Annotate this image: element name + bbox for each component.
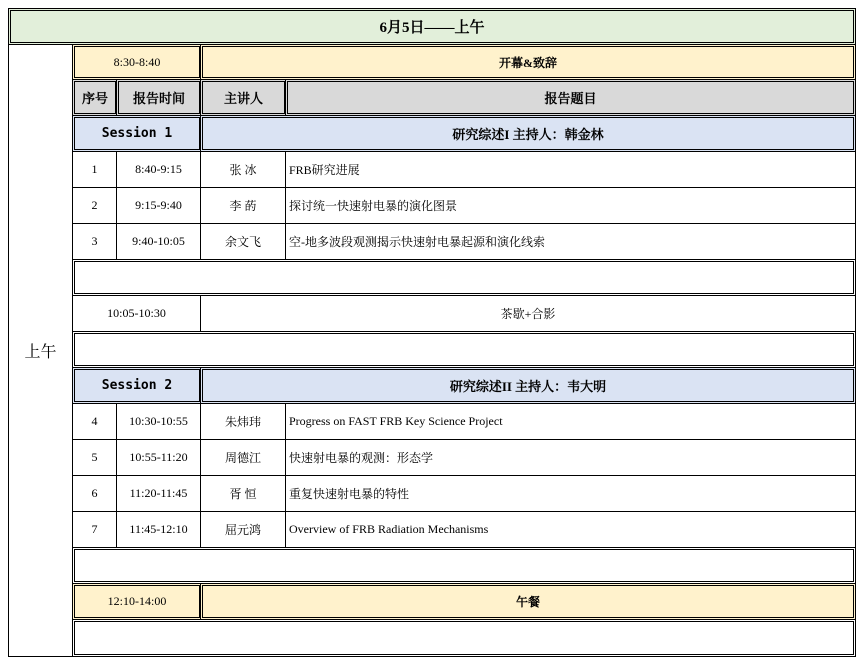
talk-speaker: 周德江 — [200, 439, 286, 476]
break-time: 10:05-10:30 — [72, 295, 201, 332]
spacer-row — [72, 259, 856, 296]
header-no: 序号 — [72, 79, 118, 116]
talk-time: 8:40-9:15 — [116, 151, 201, 188]
session-1-title: 研究综述I 主持人：韩金林 — [200, 115, 856, 152]
spacer-row — [72, 619, 856, 657]
talk-topic: Progress on FAST FRB Key Science Project — [285, 403, 856, 440]
talk-time: 11:45-12:10 — [116, 511, 201, 548]
talk-speaker: 李 菂 — [200, 187, 286, 224]
talk-topic: 重复快速射电暴的特性 — [285, 475, 856, 512]
talk-time: 11:20-11:45 — [116, 475, 201, 512]
lunch-label: 午餐 — [200, 583, 856, 620]
talk-time: 9:15-9:40 — [116, 187, 201, 224]
break-label: 茶歇+合影 — [200, 295, 856, 332]
opening-time: 8:30-8:40 — [72, 44, 202, 80]
header-speaker: 主讲人 — [200, 79, 287, 116]
talk-topic: 空-地多波段观测揭示快速射电暴起源和演化线索 — [285, 223, 856, 260]
opening-label: 开幕&致辞 — [200, 44, 856, 80]
period-label: 上午 — [8, 44, 73, 657]
talk-speaker: 胥 恒 — [200, 475, 286, 512]
session-2-name: Session 2 — [72, 367, 202, 404]
talk-topic: 探讨统一快速射电暴的演化图景 — [285, 187, 856, 224]
talk-topic: 快速射电暴的观测：形态学 — [285, 439, 856, 476]
session-2-title: 研究综述II 主持人：韦大明 — [200, 367, 856, 404]
talk-topic: FRB研究进展 — [285, 151, 856, 188]
talk-no: 5 — [72, 439, 117, 476]
spacer-row — [72, 331, 856, 368]
talk-no: 1 — [72, 151, 117, 188]
talk-speaker: 余文飞 — [200, 223, 286, 260]
header-topic: 报告题目 — [285, 79, 856, 116]
talk-no: 4 — [72, 403, 117, 440]
talk-time: 10:55-11:20 — [116, 439, 201, 476]
page-title: 6月5日——上午 — [8, 8, 856, 45]
header-time: 报告时间 — [116, 79, 202, 116]
talk-topic: Overview of FRB Radiation Mechanisms — [285, 511, 856, 548]
talk-no: 3 — [72, 223, 117, 260]
talk-time: 9:40-10:05 — [116, 223, 201, 260]
lunch-time: 12:10-14:00 — [72, 583, 202, 620]
talk-speaker: 屈元鸿 — [200, 511, 286, 548]
talk-speaker: 张 冰 — [200, 151, 286, 188]
session-1-name: Session 1 — [72, 115, 202, 152]
talk-no: 6 — [72, 475, 117, 512]
talk-no: 2 — [72, 187, 117, 224]
spacer-row — [72, 547, 856, 584]
talk-no: 7 — [72, 511, 117, 548]
talk-speaker: 朱炜玮 — [200, 403, 286, 440]
talk-time: 10:30-10:55 — [116, 403, 201, 440]
